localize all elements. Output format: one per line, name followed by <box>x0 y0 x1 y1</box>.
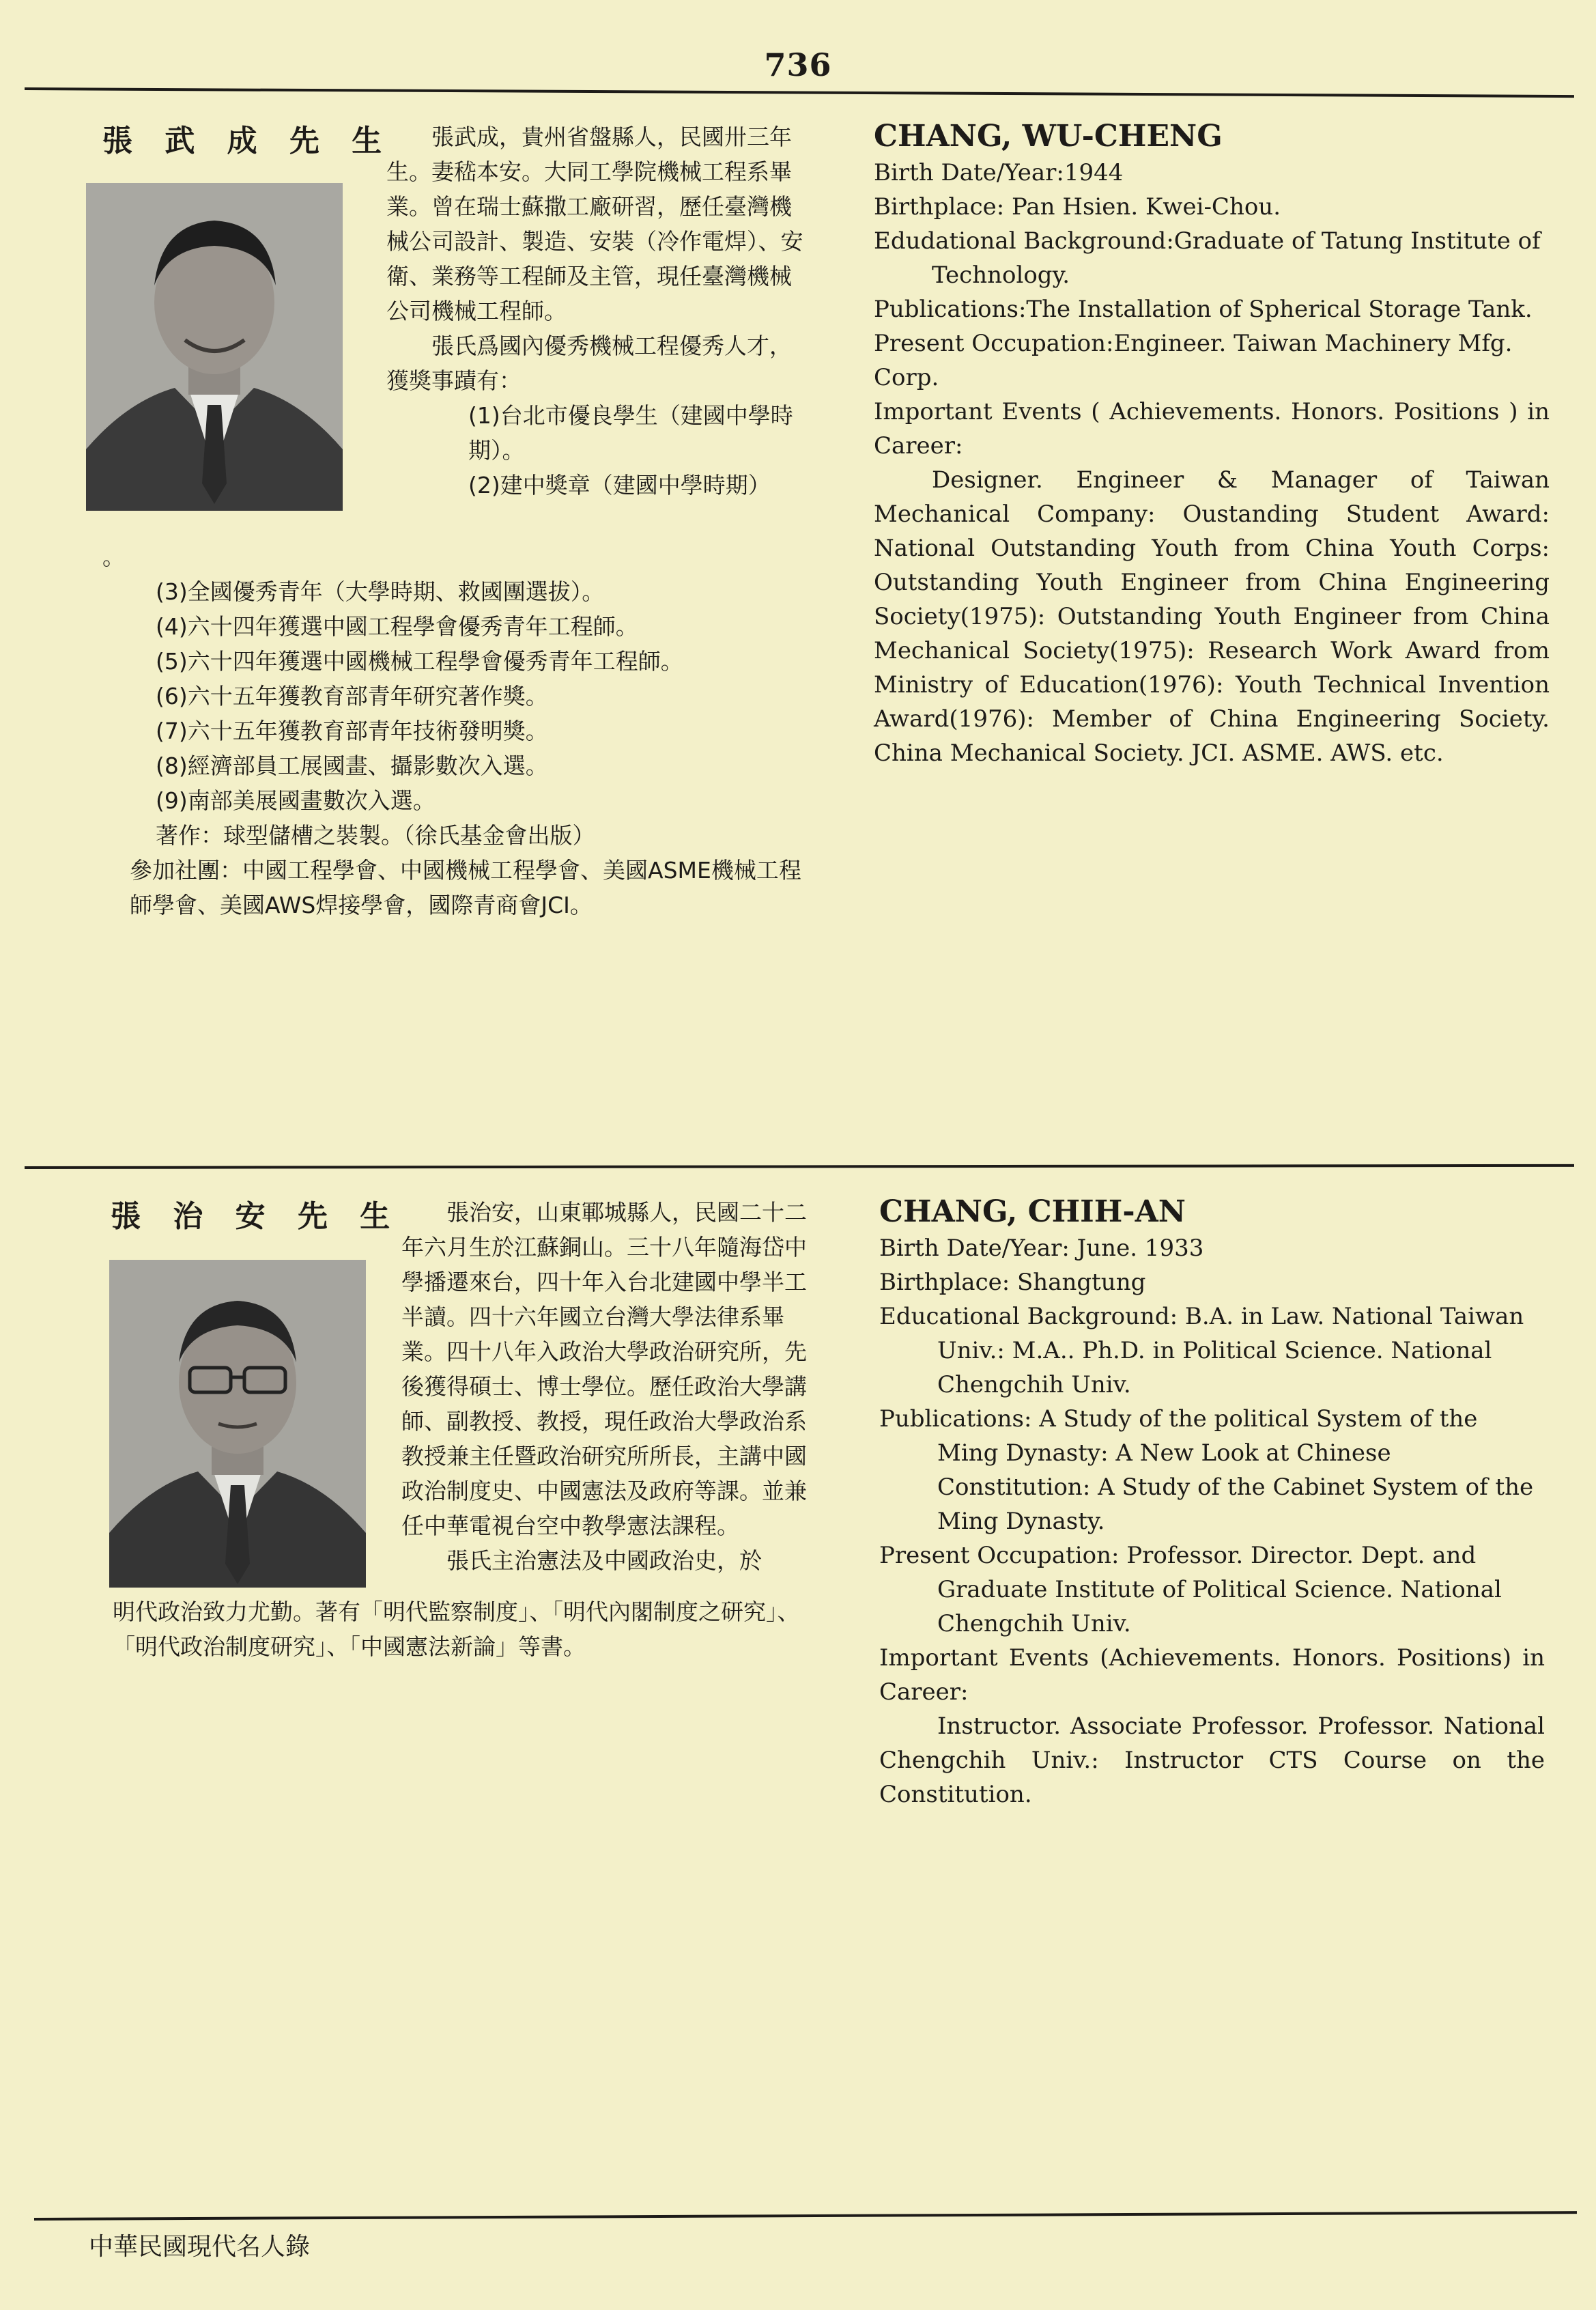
chinese-biography-beside-photo <box>401 1195 811 1578</box>
important-events-heading: Important Events ( Achievements. Honors. Positions ) in Career: <box>874 398 1550 460</box>
award-item: 。 <box>102 544 125 570</box>
bio-paragraph: 張武成，貴州省盤縣人，民國卅三年生。妻嵇本安。大同工學院機械工程系畢業。曾在瑞士蘇撒工廠研習，歷任臺灣機械公司設計、製造、安裝（冷作電焊）、安衛、業務等工程師及主管，現任臺灣機械公司機械工程師。 <box>386 124 803 324</box>
bio-paragraph: 明代政治致力尤勤。著有「明代監察制度」、「明代內閣制度之研究」、「明代政治制度研究」、「中國憲法新論」等書。 <box>113 1598 800 1660</box>
chinese-biography-beside-photo <box>386 119 810 503</box>
educational-background: Educational Background: B.A. in Law. National Taiwan Univ.: M.A.. Ph.D. in Political Science. National Chengchih Univ. <box>879 1303 1524 1398</box>
chinese-name: 張 治 安 先 生 <box>111 1199 401 1234</box>
portrait-photo <box>86 183 343 511</box>
educational-background: Edudational Background:Graduate of Tatung Institute of Technology. <box>874 227 1541 289</box>
award-item: (3)全國優秀青年（大學時期、救國團選拔）。 <box>156 578 605 605</box>
award-item: (7)六十五年獲教育部青年技術發明獎。 <box>156 718 548 744</box>
english-biography <box>879 1192 1545 1812</box>
english-name: CHANG, WU-CHENG <box>874 119 1223 154</box>
birthplace: Birthplace: Shangtung <box>879 1269 1146 1296</box>
chinese-biography-below-photo <box>102 539 812 922</box>
award-item: (9)南部美展國畫數次入選。 <box>156 787 436 814</box>
important-events-heading: Important Events (Achievements. Honors. Positions) in Career: <box>879 1644 1545 1706</box>
biography-entry-chang-chih-an <box>0 1192 1596 2182</box>
award-item: (8)經濟部員工展國畫、攝影數次入選。 <box>156 752 548 779</box>
book-title-footer: 中華民國現代名人錄 <box>89 2233 311 2261</box>
award-item: (1)台北市優良學生（建國中學時期）。 <box>468 402 793 464</box>
section-divider <box>25 1164 1574 1169</box>
birth-date: Birth Date/Year: June. 1933 <box>879 1235 1204 1262</box>
present-occupation: Present Occupation:Engineer. Taiwan Machinery Mfg. Corp. <box>874 330 1513 391</box>
english-name: CHANG, CHIH-AN <box>879 1194 1186 1229</box>
birthplace: Birthplace: Pan Hsien. Kwei-Chou. <box>874 193 1281 221</box>
english-biography <box>874 116 1550 770</box>
biography-entry-chang-wu-cheng <box>0 116 1596 1140</box>
career-details: Instructor. Associate Professor. Professor. National Chengchih Univ.: Instructor CTS Course on the Constitution. <box>879 1713 1545 1808</box>
chinese-name: 張 武 成 先 生 <box>102 124 393 158</box>
present-occupation: Present Occupation: Professor. Director. Dept. and Graduate Institute of Political Science. National Chengchih Univ. <box>879 1542 1502 1637</box>
bio-paragraph: 張治安，山東鄆城縣人，民國二十二年六月生於江蘇銅山。三十八年隨海岱中學播遷來台，四十年入台北建國中學半工半讀。四十六年國立台灣大學法律系畢業。四十八年入政治大學政治研究所，先後獲得碩士、博士學位。歷任政治大學講師、副教授、教授，現任政治大學政治系教授兼主任暨政治研究所所長，主講中國政治制度史、中國憲法及政府等課。並兼任中華電視台空中教學憲法課程。 <box>401 1199 807 1539</box>
page-number: 736 <box>764 46 832 83</box>
career-details: Designer. Engineer & Manager of Taiwan Mechanical Company: Oustanding Student Award: National Outstanding Youth from China Youth Corps: Outstanding Youth Engineer from China Engineering Society(1975): Outstanding Youth Engineer from China Mechanical Society(1975): Research Work Award from Ministry of Education(1976): Youth Technical Invention Award(1976): Member of China Engineering Society. China Mechanical Society. JCI. ASME. AWS. etc. <box>874 466 1550 767</box>
top-rule <box>25 87 1574 98</box>
memberships: 參加社團：中國工程學會、中國機械工程學會、美國ASME機械工程師學會、美國AWS焊接學會，國際青商會JCI。 <box>130 857 801 918</box>
publications: Publications:The Installation of Spherical Storage Tank. <box>874 296 1533 323</box>
birth-date: Birth Date/Year:1944 <box>874 159 1124 186</box>
publications: Publications: A Study of the political System of the Ming Dynasty: A New Look at Chinese Constitution: A Study of the Cabinet System of the Ming Dynasty. <box>879 1405 1534 1535</box>
bio-paragraph: 張氏爲國內優秀機械工程優秀人才，獲獎事蹟有： <box>386 333 792 394</box>
bio-paragraph: 張氏主治憲法及中國政治史，於 <box>446 1547 762 1574</box>
publications: 著作：球型儲槽之裝製。（徐氏基金會出版） <box>156 822 595 849</box>
bottom-rule <box>34 2211 1577 2221</box>
award-item: (6)六十五年獲教育部青年研究著作獎。 <box>156 683 548 709</box>
chinese-biography-below-photo <box>113 1594 816 1664</box>
portrait-photo <box>109 1260 366 1588</box>
award-item: (5)六十四年獲選中國機械工程學會優秀青年工程師。 <box>156 648 683 675</box>
award-item: (2)建中獎章（建國中學時期） <box>468 472 771 498</box>
award-item: (4)六十四年獲選中國工程學會優秀青年工程師。 <box>156 613 638 640</box>
